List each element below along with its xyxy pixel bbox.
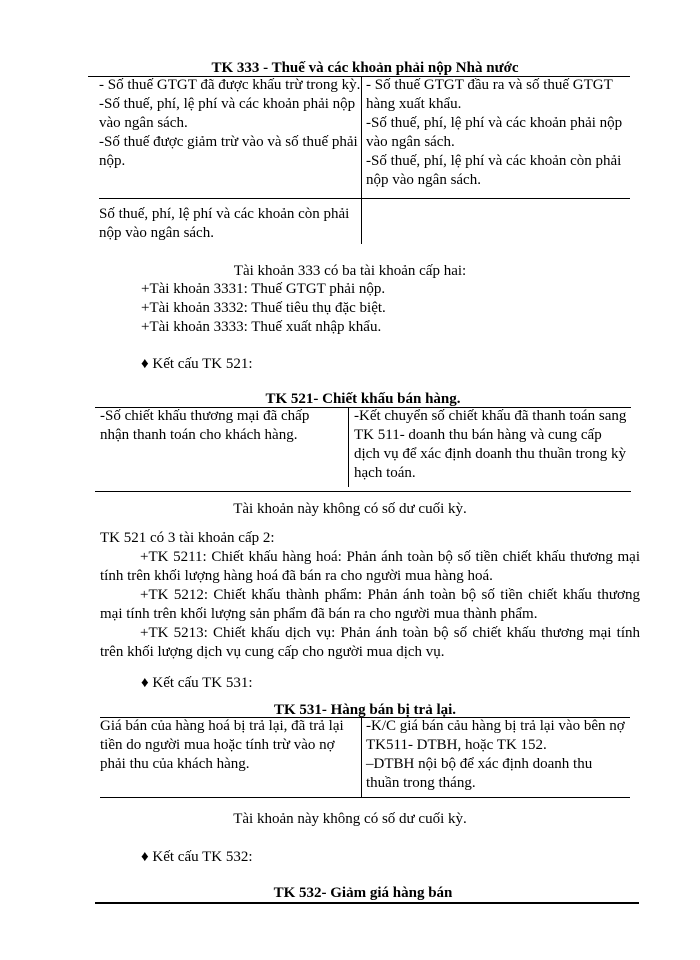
tk521-title: TK 521- Chiết khấu bán hàng. bbox=[265, 391, 461, 407]
tk333-title: TK 333 - Thuế và các khoản phải nộp Nhà nước bbox=[211, 60, 519, 76]
tk521-bottom-rule bbox=[95, 491, 631, 492]
tk531-structure-heading: ♦ Kết cấu TK 531: bbox=[141, 675, 253, 691]
tk333-subaccount-intro: Tài khoản 333 có ba tài khoản cấp hai: bbox=[233, 263, 467, 279]
tk532-title: TK 532- Giảm giá hàng bán bbox=[273, 885, 453, 901]
tk333-debit-item: -Số thuế được giảm trừ vào và số thuế phải nộp. bbox=[99, 134, 358, 169]
tk531-note: Tài khoản này không có số dư cuối kỳ. bbox=[233, 811, 467, 827]
tk521-subaccount: +TK 5212: Chiết khấu thành phẩm: Phản ánh toàn bộ số tiền chiết khấu thương mại tính trên khối lượng sản phẩm đã bán ra cho người mua thành phẩm. bbox=[100, 587, 640, 622]
tk333-subaccount: +Tài khoản 3333: Thuế xuất nhập khẩu. bbox=[141, 319, 382, 335]
tk521-note: Tài khoản này không có số dư cuối kỳ. bbox=[233, 501, 467, 517]
tk531-credit-item: –DTBH nội bộ để xác định doanh thu thuần trong tháng. bbox=[366, 756, 593, 791]
tk333-balance: Số thuế, phí, lệ phí và các khoản còn phải nộp vào ngân sách. bbox=[99, 206, 350, 241]
tk333-balance-rule bbox=[99, 198, 630, 199]
tk333-divider bbox=[361, 76, 362, 244]
tk333-debit-item: - Số thuế GTGT đã được khấu trừ trong kỳ. bbox=[99, 77, 361, 93]
tk333-credit-item: - Số thuế GTGT đầu ra và số thuế GTGT hàng xuất khẩu. bbox=[366, 77, 613, 112]
tk532-structure-heading: ♦ Kết cấu TK 532: bbox=[141, 849, 253, 865]
tk531-credit-column bbox=[366, 717, 628, 793]
tk333-credit-column bbox=[366, 76, 628, 190]
tk521-subaccount: +TK 5211: Chiết khấu hàng hoá: Phản ánh toàn bộ số tiền chiết khấu thương mại tính trên khối lượng hàng hoá đã bán ra cho người mua hàng hoá. bbox=[100, 549, 640, 584]
tk521-credit: -Kết chuyển số chiết khấu đã thanh toán sang TK 511- doanh thu bán hàng và cung cấp dịch vụ để xác định doanh thu thuần trong kỳ hạch toán. bbox=[354, 408, 627, 481]
tk521-subaccount-intro: TK 521 có 3 tài khoản cấp 2: bbox=[100, 530, 275, 546]
tk333-subaccount: +Tài khoản 3332: Thuế tiêu thụ đặc biệt. bbox=[141, 300, 386, 316]
tk333-credit-item: -Số thuế, phí, lệ phí và các khoản phải nộp vào ngân sách. bbox=[366, 115, 623, 150]
tk521-subaccount: +TK 5213: Chiết khấu dịch vụ: Phản ánh toàn bộ số chiết khấu thương mại tính trên khối lượng dịch vụ cung cấp cho người mua dịch vụ. bbox=[100, 625, 640, 660]
tk333-credit-item: -Số thuế, phí, lệ phí và các khoản còn phải nộp vào ngân sách. bbox=[366, 153, 622, 188]
tk333-debit-item: -Số thuế, phí, lệ phí và các khoản phải nộp vào ngân sách. bbox=[99, 96, 356, 131]
tk521-debit: -Số chiết khấu thương mại đã chấp nhận thanh toán cho khách hàng. bbox=[100, 408, 310, 443]
tk531-credit-item: -K/C giá bán cảu hàng bị trả lại vào bên nợ TK511- DTBH, hoặc TK 152. bbox=[366, 718, 625, 753]
tk531-bottom-rule bbox=[100, 797, 630, 798]
tk521-structure-heading: ♦ Kết cấu TK 521: bbox=[141, 356, 253, 372]
tk521-divider bbox=[348, 407, 349, 487]
tk531-divider bbox=[361, 717, 362, 797]
tk333-subaccount: +Tài khoản 3331: Thuế GTGT phải nộp. bbox=[141, 281, 386, 297]
tk333-debit-column bbox=[99, 76, 361, 171]
tk532-top-rule bbox=[95, 902, 639, 904]
tk531-debit: Giá bán của hàng hoá bị trả lại, đã trả lại tiền do người mua hoặc tính trừ vào nợ phải thu của khách hàng. bbox=[100, 718, 344, 772]
tk531-title: TK 531- Hàng bán bị trả lại. bbox=[273, 702, 457, 718]
